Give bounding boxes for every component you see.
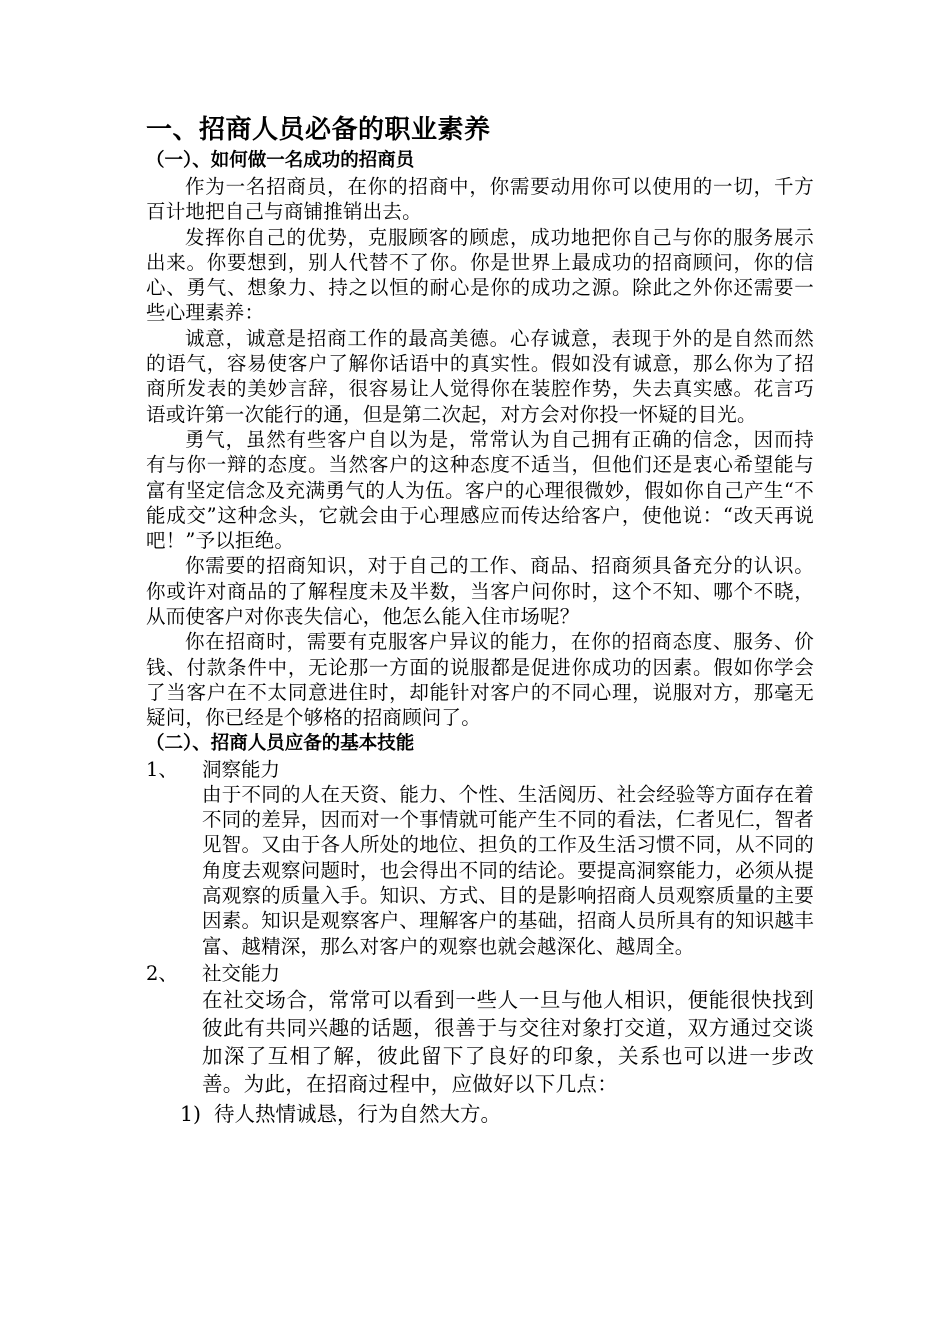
sub-list-item: [180, 1100, 814, 1128]
paragraph: 勇气，虽然有些客户自以为是，常常认为自己拥有正确的信念，因而持有与你一辩的态度。当然客户的这种态度不适当，但他们还是衷心希望能与富有坚定信念及充满勇气的人为伍。客户的心理很微妙，假如你自己产生“不能成交”这种念头，它就会由于心理感应而传达给客户，使他说：“改天再说吧！”予以拒绝。: [146, 427, 814, 553]
list-item-heading: [146, 757, 814, 782]
section-heading-1: （一）、如何做一名成功的招商员: [146, 150, 415, 171]
list-item-body: 在社交场合，常常可以看到一些人一旦与他人相识，便能很快找到彼此有共同兴趣的话题，很善于与交往对象打交道，双方通过交谈加深了互相了解，彼此留下了良好的印象，关系也可以进一步改善。为此，在招商过程中，应做好以下几点：: [202, 988, 814, 1097]
sub-list-item-number: 1): [180, 1102, 202, 1127]
section-heading-2: （二）、招商人员应备的基本技能: [146, 732, 415, 754]
list-item-number: 1、: [146, 757, 178, 781]
paragraph: 你需要的招商知识，对于自己的工作、商品、招商须具备充分的认识。你或许对商品的了解程度未及半数，当客户问你时，这个不知、哪个不晓，从而使客户对你丧失信心，他怎么能入住市场呢？: [146, 554, 814, 629]
list-item-title: 洞察能力: [202, 757, 281, 781]
list-item-title: 社交能力: [202, 961, 281, 985]
paragraph: 发挥你自己的优势，克服顾客的顾虑，成功地把你自己与你的服务展示出来。你要想到，别人代替不了你。你是世界上最成功的招商顾问，你的信心、勇气、想象力、持之以恒的耐心是你的成功之源。除此之外你还需要一些心理素养：: [146, 225, 814, 325]
paragraph: 作为一名招商员，在你的招商中，你需要动用你可以使用的一切，千方百计地把自己与商铺推销出去。: [146, 175, 814, 224]
page-title: 一、招商人员必备的职业素养: [146, 115, 491, 145]
document-content: [146, 112, 814, 1128]
list-item-heading: [146, 961, 814, 986]
list-item-body: 由于不同的人在天资、能力、个性、生活阅历、社会经验等方面存在着不同的差异，因而对一个事情就可能产生不同的看法，仁者见仁，智者见智。又由于各人所处的地位、担负的工作及生活习惯不同，从不同的角度去观察问题时，也会得出不同的结论。要提高洞察能力，必须从提高观察的质量入手。知识、方式、目的是影响招商人员观察质量的主要因素。知识是观察客户、理解客户的基础，招商人员所具有的知识越丰富、越精深，那么对客户的观察也就会越深化、越周全。: [202, 782, 814, 958]
sub-list-item-text: 待人热情诚恳，行为自然大方。: [214, 1102, 501, 1127]
paragraph: 你在招商时，需要有克服客户异议的能力，在你的招商态度、服务、价钱、付款条件中，无论那一方面的说服都是促进你成功的因素。假如你学会了当客户在不太同意进住时，却能针对客户的不同心理，说服对方，那毫无疑问，你已经是个够格的招商顾问了。: [146, 630, 814, 730]
paragraph: 诚意，诚意是招商工作的最高美德。心存诚意，表现于外的是自然而然的语气，容易使客户了解你话语中的真实性。假如没有诚意，那么你为了招商所发表的美妙言辞，很容易让人觉得你在装腔作势，失去真实感。花言巧语或许第一次能行的通，但是第二次起，对方会对你投一怀疑的目光。: [146, 326, 814, 426]
list-item-number: 2、: [146, 961, 178, 985]
